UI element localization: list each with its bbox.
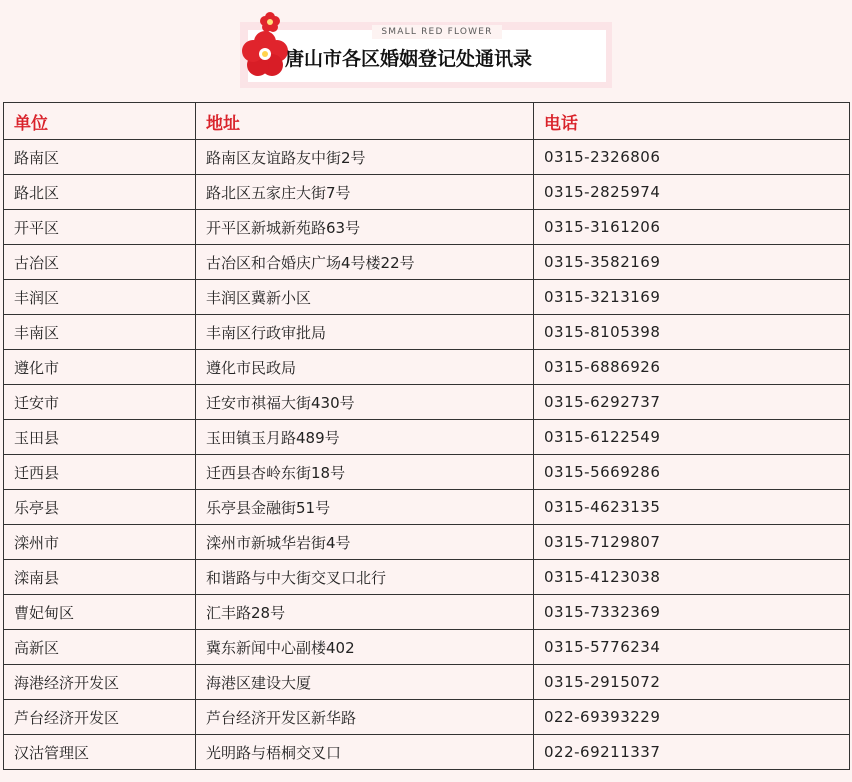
table-row [4, 350, 850, 385]
header-unit: 单位 [4, 103, 196, 140]
table-row [4, 385, 850, 420]
table-row [4, 420, 850, 455]
cell-unit: 古冶区 [4, 245, 196, 280]
cell-unit: 汉沽管理区 [4, 735, 196, 770]
cell-unit: 丰润区 [4, 280, 196, 315]
cell-address: 冀东新闻中心副楼402 [196, 630, 534, 665]
cell-phone: 022-69393229 [534, 700, 850, 735]
cell-phone: 0315-4623135 [534, 490, 850, 525]
cell-phone: 0315-4123038 [534, 560, 850, 595]
cell-unit: 芦台经济开发区 [4, 700, 196, 735]
cell-address: 汇丰路28号 [196, 595, 534, 630]
table-row [4, 280, 850, 315]
cell-unit: 曹妃甸区 [4, 595, 196, 630]
cell-address: 玉田镇玉月路489号 [196, 420, 534, 455]
cell-unit: 开平区 [4, 210, 196, 245]
table-row [4, 245, 850, 280]
cell-address: 海港区建设大厦 [196, 665, 534, 700]
cell-phone: 0315-5776234 [534, 630, 850, 665]
cell-address: 丰润区冀新小区 [196, 280, 534, 315]
cell-unit: 路南区 [4, 140, 196, 175]
cell-address: 路南区友谊路友中街2号 [196, 140, 534, 175]
cell-unit: 玉田县 [4, 420, 196, 455]
table-row [4, 560, 850, 595]
table-row [4, 665, 850, 700]
cell-address: 光明路与梧桐交叉口 [196, 735, 534, 770]
cell-phone: 0315-6122549 [534, 420, 850, 455]
cell-address: 古冶区和合婚庆广场4号楼22号 [196, 245, 534, 280]
banner-subtitle: SMALL RED FLOWER [372, 25, 502, 39]
table-row [4, 595, 850, 630]
cell-phone: 022-69211337 [534, 735, 850, 770]
table-row [4, 210, 850, 245]
table-row [4, 525, 850, 560]
cell-phone: 0315-7129807 [534, 525, 850, 560]
cell-address: 乐亭县金融街51号 [196, 490, 534, 525]
cell-phone: 0315-6886926 [534, 350, 850, 385]
cell-unit: 路北区 [4, 175, 196, 210]
cell-phone: 0315-7332369 [534, 595, 850, 630]
table-row [4, 630, 850, 665]
cell-address: 遵化市民政局 [196, 350, 534, 385]
page-title: 唐山市各区婚姻登记处通讯录 [285, 48, 533, 70]
cell-phone: 0315-2915072 [534, 665, 850, 700]
cell-unit: 海港经济开发区 [4, 665, 196, 700]
cell-phone: 0315-2825974 [534, 175, 850, 210]
cell-unit: 遵化市 [4, 350, 196, 385]
cell-phone: 0315-5669286 [534, 455, 850, 490]
cell-phone: 0315-3582169 [534, 245, 850, 280]
cell-phone: 0315-8105398 [534, 315, 850, 350]
cell-unit: 高新区 [4, 630, 196, 665]
table-row [4, 490, 850, 525]
table-header-row [4, 103, 850, 140]
cell-address: 迁西县杏岭东街18号 [196, 455, 534, 490]
contact-table [3, 102, 850, 770]
cell-unit: 乐亭县 [4, 490, 196, 525]
table-row [4, 140, 850, 175]
cell-address: 芦台经济开发区新华路 [196, 700, 534, 735]
cell-address: 滦州市新城华岩街4号 [196, 525, 534, 560]
cell-unit: 滦州市 [4, 525, 196, 560]
cell-address: 路北区五家庄大街7号 [196, 175, 534, 210]
cell-phone: 0315-2326806 [534, 140, 850, 175]
table-row [4, 735, 850, 770]
cell-address: 和谐路与中大街交叉口北行 [196, 560, 534, 595]
header-phone: 电话 [534, 103, 850, 140]
cell-phone: 0315-3161206 [534, 210, 850, 245]
cell-address: 开平区新城新苑路63号 [196, 210, 534, 245]
table-row [4, 455, 850, 490]
cell-address: 丰南区行政审批局 [196, 315, 534, 350]
header-address: 地址 [196, 103, 534, 140]
table-row [4, 315, 850, 350]
cell-unit: 迁安市 [4, 385, 196, 420]
cell-address: 迁安市祺福大街430号 [196, 385, 534, 420]
cell-unit: 滦南县 [4, 560, 196, 595]
cell-phone: 0315-6292737 [534, 385, 850, 420]
table-row [4, 700, 850, 735]
cell-phone: 0315-3213169 [534, 280, 850, 315]
cell-unit: 迁西县 [4, 455, 196, 490]
table-row [4, 175, 850, 210]
cell-unit: 丰南区 [4, 315, 196, 350]
